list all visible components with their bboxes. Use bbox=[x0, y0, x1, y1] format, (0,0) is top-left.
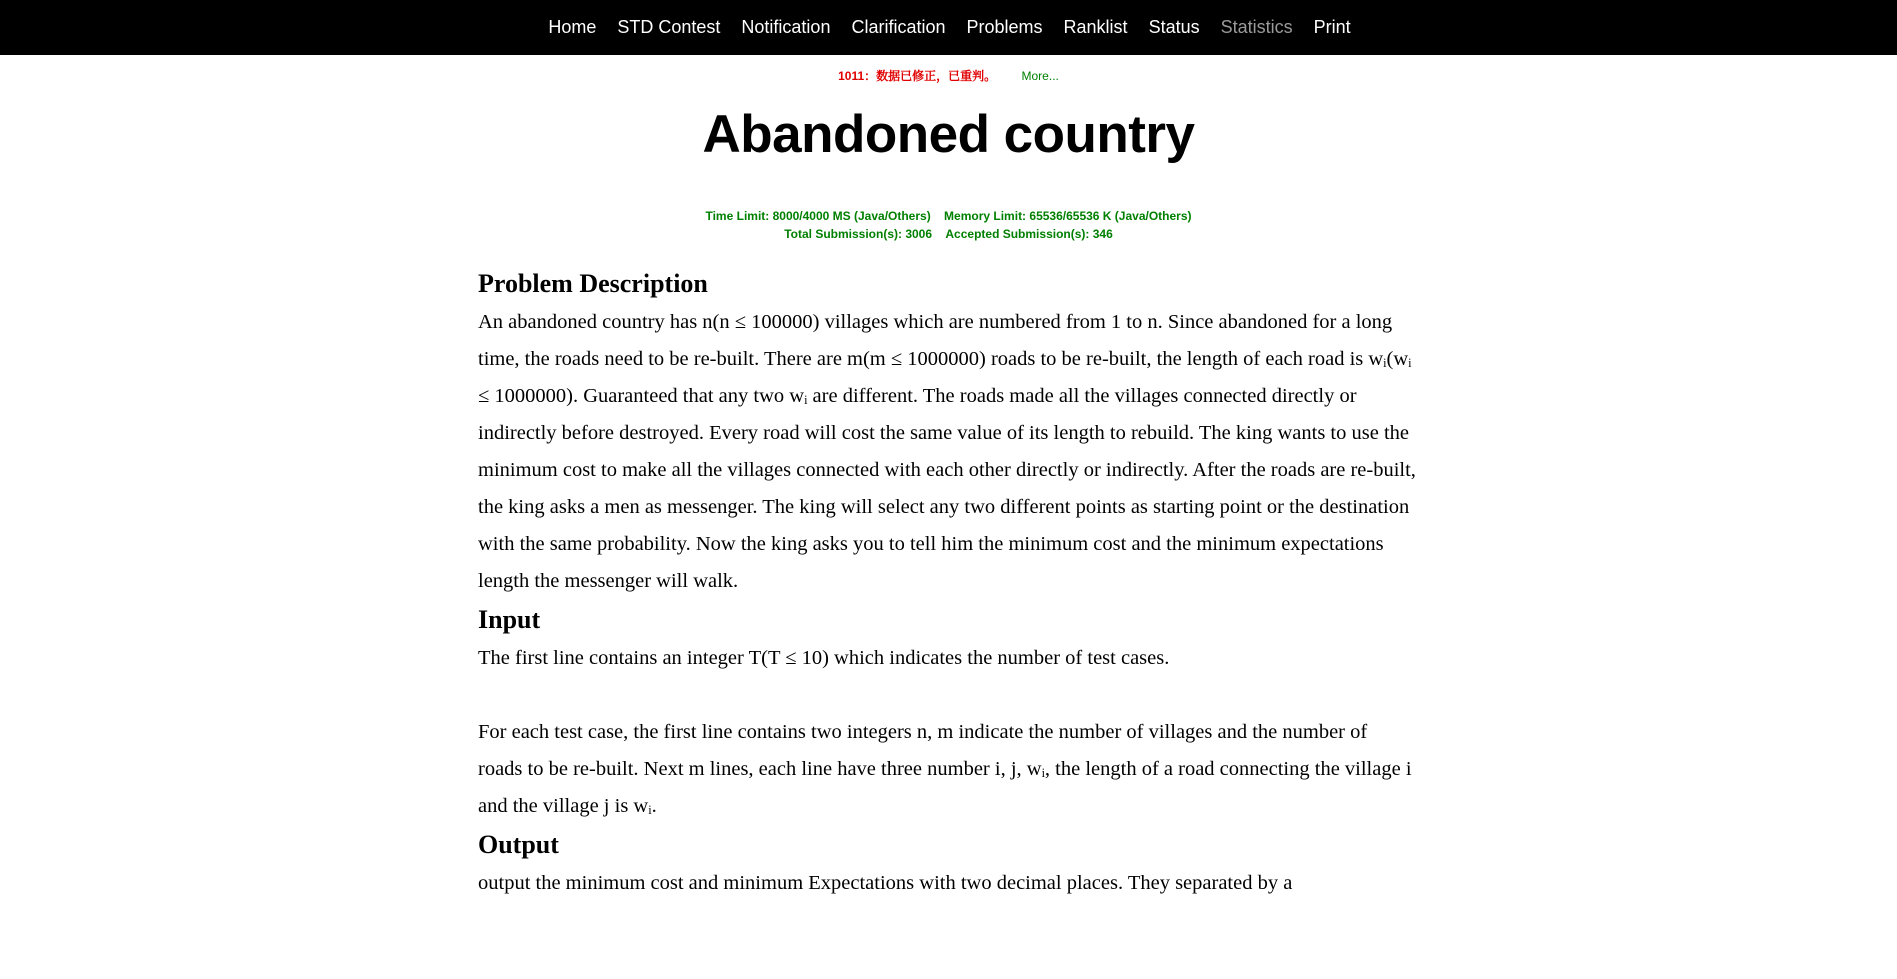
time-limit: Time Limit: 8000/4000 MS (Java/Others) bbox=[705, 209, 931, 223]
description-heading: Problem Description bbox=[478, 269, 708, 298]
nav-home[interactable]: Home bbox=[548, 17, 597, 37]
nav-menu bbox=[538, 17, 1361, 38]
nav-status[interactable]: Status bbox=[1148, 17, 1200, 37]
description-text: An abandoned country has n(n ≤ 100000) villages which are numbered from 1 to n. Since abandoned for a long time, the roads need to be re-built. There are m(m ≤ 1000000) roads to be re-built, the length of each road is wᵢ(wᵢ ≤ 1000000). Guaranteed that any two wᵢ are different. The roads made all the villages connected directly or indirectly before destroyed. Every road will cost the same value of its length to rebuild. The king wants to use the minimum cost to make all the villages connected with each other directly or indirectly. After the roads are re-built, the king asks a men as messenger. The king will select any two different points as starting point or the destination with the same probability. Now the king asks you to tell him the minimum cost and the minimum expectations length the messenger will walk. bbox=[478, 311, 1416, 592]
problem-limits bbox=[0, 207, 1897, 243]
input-text-line1: The first line contains an integer T(T ≤ 10) which indicates the number of test cases. bbox=[478, 647, 1170, 669]
notice-bar bbox=[0, 67, 1897, 84]
nav-statistics[interactable]: Statistics bbox=[1220, 17, 1293, 37]
nav-notification[interactable]: Notification bbox=[741, 17, 831, 37]
paragraph-gap bbox=[478, 677, 1416, 714]
top-navbar bbox=[0, 0, 1897, 55]
memory-limit: Memory Limit: 65536/65536 K (Java/Others) bbox=[944, 209, 1192, 223]
nav-problems[interactable]: Problems bbox=[966, 17, 1043, 37]
output-heading: Output bbox=[478, 830, 559, 859]
nav-ranklist[interactable]: Ranklist bbox=[1063, 17, 1128, 37]
nav-clarification[interactable]: Clarification bbox=[851, 17, 946, 37]
nav-print[interactable]: Print bbox=[1313, 17, 1351, 37]
problem-title: Abandoned country bbox=[702, 105, 1195, 164]
notice-message: 1011：数据已修正，已重判。 bbox=[838, 69, 997, 83]
nav-std-contest[interactable]: STD Contest bbox=[617, 17, 721, 37]
accepted-submissions: Accepted Submission(s): 346 bbox=[945, 227, 1113, 241]
input-heading: Input bbox=[478, 605, 541, 634]
total-submissions: Total Submission(s): 3006 bbox=[784, 227, 933, 241]
input-text-line2: For each test case, the first line contains two integers n, m indicate the number of villages and the number of roads to be re-built. Next m lines, each line have three number i, j, wᵢ, the length of a road connecting the village i and the village j is wᵢ. bbox=[478, 721, 1412, 817]
output-text: output the minimum cost and minimum Expectations with two decimal places. They separated by a bbox=[478, 872, 1293, 894]
notice-more-link[interactable]: More... bbox=[1021, 69, 1059, 83]
problem-content bbox=[478, 264, 1416, 902]
